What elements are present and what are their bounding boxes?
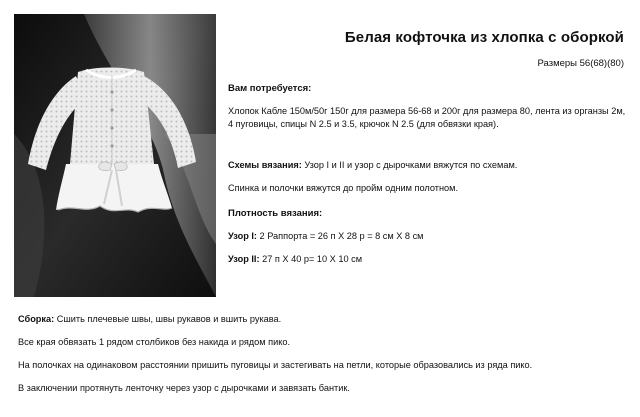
pattern2-label: Узор II:	[228, 254, 260, 264]
body-note: Спинка и полочки вяжутся до пройм одним полотном.	[228, 183, 459, 193]
pattern1-label: Узор I:	[228, 231, 257, 241]
page-title: Белая кофточка из хлопка с оборкой	[344, 29, 624, 46]
sizes-label: Размеры 56(68)(80)	[537, 58, 624, 69]
schemes-label: Схемы вязания:	[228, 160, 302, 170]
assembly-line-1	[18, 313, 618, 326]
assembly-line-2: Все края обвязать 1 рядом столбиков без накида и рядом пико.	[18, 337, 291, 347]
density-heading: Плотность вязания:	[228, 208, 323, 219]
description-block	[228, 82, 628, 266]
pattern1-line	[228, 230, 628, 243]
assembly-line-4: В заключении протянуть ленточку через узор с дырочками и завязать бантик.	[18, 383, 350, 393]
cardigan-photo	[14, 14, 216, 297]
knitted-cardigan-image	[14, 14, 216, 297]
materials-heading: Вам потребуется:	[228, 83, 312, 94]
pattern2-line	[228, 253, 628, 266]
assembly-line-3: На полочках на одинаковом расстоянии пришить пуговицы и застегивать на петли, которые образовались из ряда пико.	[18, 360, 533, 370]
assembly-text: Сшить плечевые швы, швы рукавов и вшить рукава.	[54, 314, 282, 324]
pattern1-text: 2 Раппорта = 26 п X 28 р = 8 см X 8 см	[256, 231, 424, 241]
schemes-text: Узор I и II и узор с дырочками вяжутся по схемам.	[301, 160, 518, 170]
pattern2-text: 27 п X 40 р= 10 X 10 см	[259, 254, 363, 264]
materials-text: Хлопок Кабле 150м/50г 150г для размера 56-68 и 200г для размера 80, лента из органзы 2м, 4 пуговицы, спицы N 2.5 и 3.5, крючок N 2.5 (для обвязки края).	[228, 106, 626, 129]
assembly-label: Сборка:	[18, 314, 55, 324]
schemes-line	[228, 159, 628, 172]
assembly-block	[18, 313, 618, 395]
